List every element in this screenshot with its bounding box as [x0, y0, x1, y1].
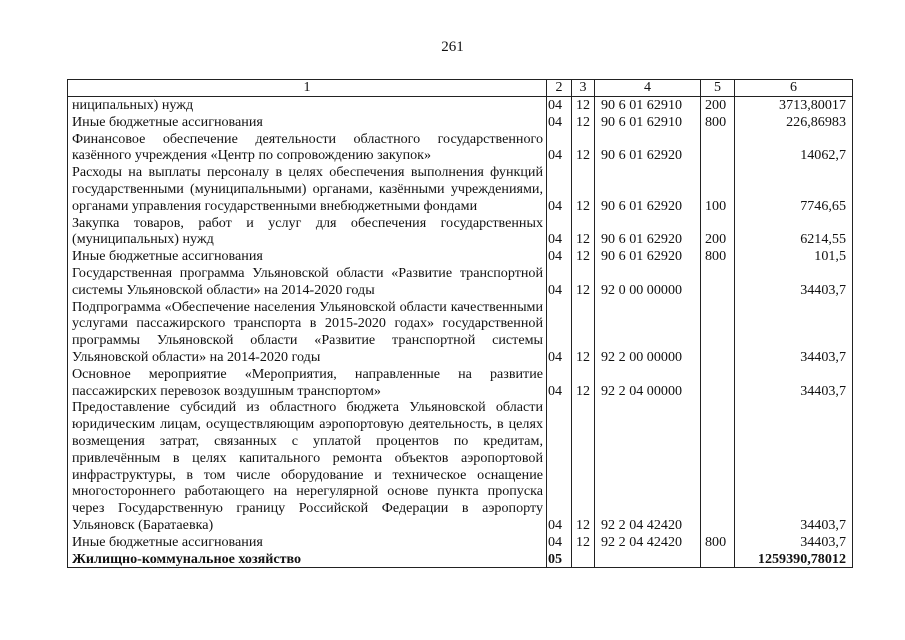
row-name: Предоставление субсидий из областного бюджета Ульяновской области юридическим лицам, осуществляющим аэропортовую деятельность, в целях возмещения затрат, связанных с уплатой процентов по кредитам, привлечённым в целях капитального ремонта объектов аэропортовой инфраструктуры, в том числе оборудование и техническое оснащение многостороннего работающего на нерегулярной основе пункта пропуска через Государственную границу Российской Федерации в аэропорту Ульяновск (Баратаевка) — [68, 399, 547, 533]
header-cell: 4 — [595, 80, 701, 97]
row-amount: 34403,7 — [735, 399, 853, 533]
row-target-article: 90 6 01 62910 — [595, 97, 701, 114]
header-row — [68, 80, 853, 97]
row-name: Государственная программа Ульяновской области «Развитие транспортной системы Ульяновской области» на 2014-2020 годы — [68, 265, 547, 299]
table-row — [68, 366, 853, 400]
table-row — [68, 114, 853, 131]
row-subsection: 12 — [572, 97, 595, 114]
row-expense-type — [701, 131, 735, 165]
row-section: 04 — [547, 114, 572, 131]
row-name: Закупка товаров, работ и услуг для обеспечения государственных (муниципальных) нужд — [68, 215, 547, 249]
row-amount: 3713,80017 — [735, 97, 853, 114]
header-cell: 6 — [735, 80, 853, 97]
table-row — [68, 97, 853, 114]
table-row — [68, 164, 853, 214]
row-target-article: 92 2 04 00000 — [595, 366, 701, 400]
row-name: Расходы на выплаты персоналу в целях обеспечения выполнения функций государственными (муниципальными) органами, казёнными учреждениями, органами управления государственными внебюджетными фондами — [68, 164, 547, 214]
row-subsection: 12 — [572, 248, 595, 265]
table-row — [68, 215, 853, 249]
table-row — [68, 299, 853, 366]
table-row — [68, 131, 853, 165]
row-expense-type — [701, 399, 735, 533]
header-cell: 3 — [572, 80, 595, 97]
row-amount: 1259390,78012 — [735, 551, 853, 568]
row-subsection: 12 — [572, 131, 595, 165]
row-target-article: 90 6 01 62920 — [595, 164, 701, 214]
row-amount: 101,5 — [735, 248, 853, 265]
row-subsection: 12 — [572, 366, 595, 400]
row-amount: 6214,55 — [735, 215, 853, 249]
row-subsection: 12 — [572, 534, 595, 551]
row-expense-type — [701, 265, 735, 299]
row-name: Жилищно-коммунальное хозяйство — [68, 551, 547, 568]
row-amount: 7746,65 — [735, 164, 853, 214]
row-expense-type: 200 — [701, 97, 735, 114]
row-subsection: 12 — [572, 265, 595, 299]
row-section: 04 — [547, 399, 572, 533]
header-cell: 2 — [547, 80, 572, 97]
table-row — [68, 551, 853, 568]
row-target-article: 92 0 00 00000 — [595, 265, 701, 299]
row-subsection: 12 — [572, 164, 595, 214]
row-name: Подпрограмма «Обеспечение населения Ульяновской области качественными услугами пассажирского транспорта в 2015-2020 годах» государственной программы Ульяновской области «Развитие транспортной системы Ульяновской области» на 2014-2020 годы — [68, 299, 547, 366]
row-section: 04 — [547, 248, 572, 265]
header-cell: 1 — [68, 80, 547, 97]
table-body — [68, 97, 853, 568]
row-target-article: 90 6 01 62920 — [595, 248, 701, 265]
table-header — [68, 80, 853, 97]
row-section: 04 — [547, 265, 572, 299]
budget-table — [67, 79, 853, 568]
row-amount: 34403,7 — [735, 534, 853, 551]
row-target-article: 90 6 01 62920 — [595, 131, 701, 165]
row-name: Иные бюджетные ассигнования — [68, 534, 547, 551]
row-section: 04 — [547, 97, 572, 114]
row-section: 04 — [547, 534, 572, 551]
table-row — [68, 534, 853, 551]
row-name: ниципальных) нужд — [68, 97, 547, 114]
row-expense-type — [701, 366, 735, 400]
row-expense-type: 100 — [701, 164, 735, 214]
table-row — [68, 399, 853, 533]
row-name: Финансовое обеспечение деятельности областного государственного казённого учреждения «Центр по сопровождению закупок» — [68, 131, 547, 165]
table-row — [68, 265, 853, 299]
row-name: Иные бюджетные ассигнования — [68, 114, 547, 131]
row-section: 04 — [547, 215, 572, 249]
row-amount: 14062,7 — [735, 131, 853, 165]
row-subsection — [572, 551, 595, 568]
row-section: 04 — [547, 299, 572, 366]
row-expense-type: 800 — [701, 248, 735, 265]
row-amount: 226,86983 — [735, 114, 853, 131]
row-subsection: 12 — [572, 114, 595, 131]
table-row — [68, 248, 853, 265]
row-amount: 34403,7 — [735, 366, 853, 400]
row-target-article: 90 6 01 62910 — [595, 114, 701, 131]
row-target-article: 92 2 04 42420 — [595, 399, 701, 533]
row-section: 05 — [547, 551, 572, 568]
row-subsection: 12 — [572, 399, 595, 533]
row-expense-type: 800 — [701, 114, 735, 131]
row-target-article: 90 6 01 62920 — [595, 215, 701, 249]
row-name: Основное мероприятие «Мероприятия, направленные на развитие пассажирских перевозок воздушным транспортом» — [68, 366, 547, 400]
row-expense-type — [701, 551, 735, 568]
row-target-article: 92 2 04 42420 — [595, 534, 701, 551]
row-expense-type — [701, 299, 735, 366]
header-cell: 5 — [701, 80, 735, 97]
row-target-article: 92 2 00 00000 — [595, 299, 701, 366]
row-subsection: 12 — [572, 215, 595, 249]
row-amount: 34403,7 — [735, 265, 853, 299]
row-section: 04 — [547, 164, 572, 214]
row-expense-type: 800 — [701, 534, 735, 551]
row-section: 04 — [547, 131, 572, 165]
row-amount: 34403,7 — [735, 299, 853, 366]
page-number: 261 — [441, 39, 464, 55]
row-subsection: 12 — [572, 299, 595, 366]
row-target-article — [595, 551, 701, 568]
row-section: 04 — [547, 366, 572, 400]
row-expense-type: 200 — [701, 215, 735, 249]
row-name: Иные бюджетные ассигнования — [68, 248, 547, 265]
